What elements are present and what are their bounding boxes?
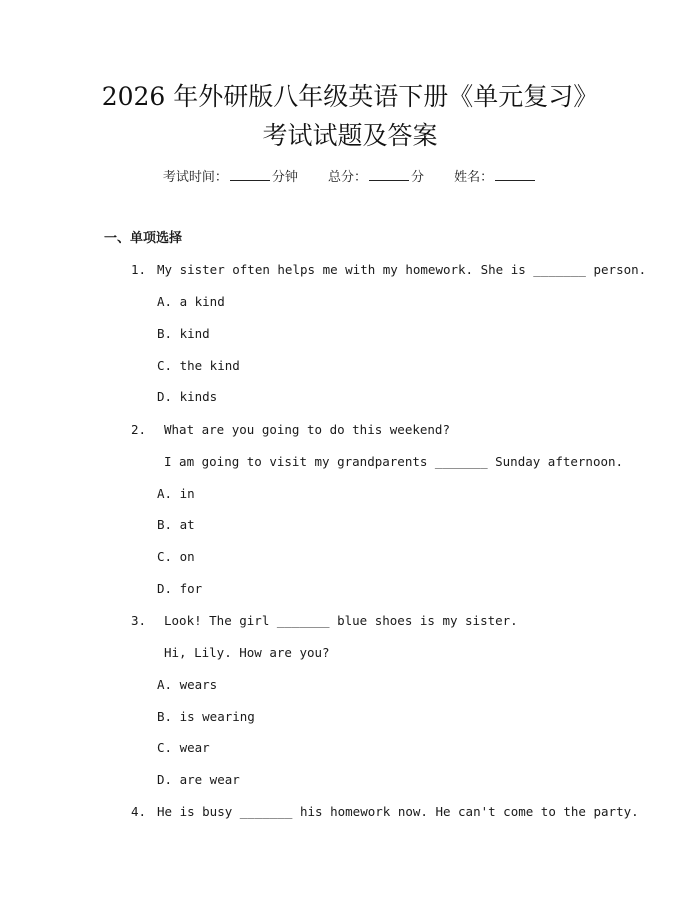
question-1-option-c[interactable]: C. the kind xyxy=(157,358,240,373)
question-2-option-a[interactable]: A. in xyxy=(157,486,195,501)
total-score-label: 总分： xyxy=(327,170,367,185)
question-3-option-b[interactable]: B. is wearing xyxy=(157,709,255,724)
question-4-stem: He is busy _______ his homework now. He can't come to the party. xyxy=(157,804,639,819)
question-1-number: 1. xyxy=(131,262,147,277)
question-2-number: 2. xyxy=(131,422,147,437)
question-1-option-d[interactable]: D. kinds xyxy=(157,389,218,404)
exam-time-field xyxy=(163,167,298,188)
question-1-stem: My sister often helps me with my homework. She is _______ person. xyxy=(157,262,647,277)
question-3-stem: Look! The girl _______ blue shoes is my sister. xyxy=(164,613,518,628)
student-name-blank[interactable] xyxy=(495,167,535,181)
exam-title-line2: 考试试题及答案 xyxy=(262,121,438,150)
exam-time-label: 考试时间： xyxy=(162,170,228,185)
question-3-option-c[interactable]: C. wear xyxy=(157,740,210,755)
question-3-option-a[interactable]: A. wears xyxy=(157,677,218,692)
exam-title-line1: 2026 年外研版八年级英语下册《单元复习》 xyxy=(101,82,599,111)
question-1-option-a[interactable]: A. a kind xyxy=(157,294,225,309)
question-3-option-d[interactable]: D. are wear xyxy=(157,772,240,787)
student-name-label: 姓名： xyxy=(454,170,494,185)
exam-time-unit: 分钟 xyxy=(271,170,298,185)
question-3-stem-line2: Hi, Lily. How are you? xyxy=(164,645,330,660)
total-score-unit: 分 xyxy=(411,170,425,185)
exam-time-blank[interactable] xyxy=(230,167,270,181)
question-1-option-b[interactable]: B. kind xyxy=(157,326,210,341)
question-2-option-b[interactable]: B. at xyxy=(157,517,195,532)
question-3-number: 3. xyxy=(131,613,147,628)
question-2-stem: What are you going to do this weekend? xyxy=(164,422,450,437)
section-title: 一、单项选择 xyxy=(104,231,183,246)
total-score-blank[interactable] xyxy=(369,167,409,181)
question-2-option-d[interactable]: D. for xyxy=(157,581,203,596)
question-4-number: 4. xyxy=(131,804,147,819)
question-2-option-c[interactable]: C. on xyxy=(157,549,195,564)
exam-info-line xyxy=(0,167,700,188)
total-score-field xyxy=(328,167,424,188)
question-2-stem-line2: I am going to visit my grandparents _______ Sunday afternoon. xyxy=(164,454,624,469)
student-name-field xyxy=(454,167,537,188)
